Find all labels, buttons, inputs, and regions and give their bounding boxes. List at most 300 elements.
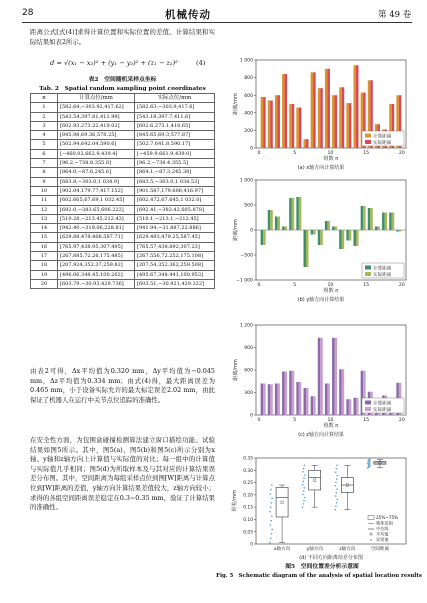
data-point [303,468,305,470]
y-tick-label: 500 [244,203,253,209]
data-point [302,493,304,495]
data-point [336,465,338,467]
computed-point-cell: [502.94,642.04,590.6] [58,140,135,149]
table-row [31,233,215,242]
row-index-cell: 6 [31,149,58,158]
bar-actual [306,139,309,148]
bar-actual [342,369,345,415]
y-tick-label: 400 [244,111,253,117]
y-tick-label: 300 [244,391,253,397]
bar-computed [389,213,392,231]
bar-computed [332,227,335,231]
box-legend-label: 25%~75% [376,515,399,520]
bar-actual [349,399,352,415]
bar-computed [354,65,357,148]
row-index-cell: 2 [31,112,58,121]
row-index-cell: 19 [31,270,58,279]
computed-point-cell: [902.04,179.77,417.152] [58,186,135,195]
data-point [269,542,271,544]
table-row [31,279,215,288]
table-row [31,214,215,223]
bar-actual [299,108,302,148]
bar-actual [285,74,288,148]
row-index-cell: 15 [31,233,58,242]
box-legend-label: 平均值 [376,531,389,537]
data-point [367,460,369,462]
x-tick-label: 15 [363,283,370,288]
bar-actual [306,230,309,267]
box-legend-label: 箱体范围 [376,520,393,526]
y-tick-label: 200 [244,129,253,134]
y-axis-label: 距离/mm [233,219,239,241]
result-paragraph: 由表2可得，Δx平均值为0.320 mm，Δy平均值为−0.045 mm，Δz平均值为0.334 mm；由式(4)得，最大距离误差为0.465 mm，小于设备实际允许的最大标定误差2.02 mm，由此保证了机器人在运行中关节点位追踪的准确性。 [30,367,215,404]
box-legend-label: 异常值 [376,537,389,542]
x-tick-label: 10 [327,151,334,156]
data-point [369,460,371,462]
data-point [337,499,339,501]
actual-point-cell: [502.7,641.8,590.17] [135,140,215,149]
box-iqr [276,487,288,516]
data-point [336,488,338,490]
data-point [303,503,305,505]
data-point [271,498,273,500]
data-point [303,490,305,492]
bar-computed [296,197,299,230]
x-tick-label: 20 [398,283,405,288]
data-point [270,489,272,491]
data-point [336,502,338,504]
row-index-cell: 18 [31,261,58,270]
x-tick-label: 0 [257,418,261,423]
row-index-cell: 8 [31,168,58,177]
computed-point-cell: [629.88,478.406,587.71] [58,233,135,242]
data-point [302,484,304,486]
row-index-cell: 1 [31,103,58,112]
data-point [270,506,272,508]
table-caption-en: Tab. 2 Spatial random sampling point coordinates [39,86,206,92]
table-row [31,149,215,158]
data-point [304,497,306,499]
x-tick-label: 0 [257,283,261,288]
bar-actual [292,198,295,230]
y-tick-label: 0.35 [243,456,253,462]
computed-point-cell: [582.64,−303.92,417.62] [58,103,135,112]
computed-point-cell: [765.97,438.95,307.495] [58,242,135,251]
y-tick-label: −500 [240,253,253,259]
bar-computed [304,230,307,267]
safety-paragraph: 在安全性方面，为包围盒碰撞检测算法建立窗口描绘功能。试验结果如图5所示。其中，图5(a)、图5(b)和图5(c)所示分别为x轴、y轴和z轴方向上计算值与实际值的对比；每一组中的计算值与实际值几乎相同；图5(d)为所取样本及与其对应的计算结果误差分布图。其中，空间距离为每组采样点位到图[W]距离与计算点位到[W]距离的差值，y轴方向计算结果差值较大，z轴方向较小；求得的各组空间距离误差稳定在0.3~0.35 mm，验证了计算结果的准确性。 [30,436,215,512]
bar-computed [368,208,371,230]
computed-point-cell: [543.54,397.81,411.99] [58,112,135,121]
data-point [336,478,338,480]
computed-point-cell: [267.885,72.26,175.485] [58,252,135,261]
computed-point-cell: [864.0,−87.6,245.6] [58,168,135,177]
x-tick-label: 10 [327,283,334,288]
data-point [270,520,272,522]
table-row [31,159,215,168]
actual-point-cell: [864.1,−87.3,245.38] [135,168,215,177]
bar-computed [354,398,357,415]
bar-actual [313,396,316,415]
data-point [336,492,338,494]
volume-label: 第 49 卷 [378,10,412,20]
figure-caption-cn: 图5 空间位置差分析示意图 [285,564,359,570]
legend-swatch [365,272,371,276]
bar-actual [327,221,330,230]
actual-point-cell: [629.493,479.25,587.45] [135,233,215,242]
y-axis-label: 误差/mm [232,490,238,512]
x-axis-label: 组数 n [323,156,339,162]
subcaption: (d) 不同方向距离误差分布图 [299,555,363,561]
y-tick-label: 0 [250,413,253,419]
bar-computed [332,338,335,415]
x-axis-label: 组数 n [323,423,339,429]
bar-computed [311,230,314,235]
actual-point-cell: [603.51,−30.921,429.322] [135,279,215,288]
row-index-cell: n [31,94,58,103]
subcaption: (a) x轴方向计算结果 [297,165,345,171]
legend-swatch [370,539,372,541]
x-tick-label: 5 [293,418,297,423]
bar-computed [332,95,335,148]
data-point [271,502,273,504]
bar-computed [296,382,299,415]
bar-computed [311,396,314,415]
table-row [31,112,215,121]
x-tick-label: 20 [398,151,405,156]
data-point [303,500,305,502]
legend-label: 计算距离 [373,134,392,140]
table-row [31,205,215,214]
computed-point-cell: [602.665,67.69,1 032.45] [58,196,135,205]
bar-actual [277,95,280,148]
bar-actual [263,230,266,245]
bar-actual [292,371,295,415]
x-tick-label: 15 [363,418,370,423]
computed-point-cell: [845.98,69.36,578.25] [58,131,135,140]
data-point [270,524,272,526]
bar-actual [385,213,388,231]
box-category-label: y轴方向 [306,547,323,552]
data-point [304,465,306,467]
bar-computed [282,372,285,416]
bar-computed [261,97,264,148]
y-tick-label: 900 [244,346,253,352]
bar-computed [339,230,342,249]
y-tick-label: −1 000 [235,278,253,284]
x-axis-label: 组数 n [323,288,339,294]
bar-computed [318,88,321,148]
bar-computed [304,139,307,148]
data-point [304,487,306,489]
data-point [368,464,370,466]
bar-computed [261,384,264,416]
bar-computed [304,388,307,415]
bar-computed [296,108,299,148]
bar-computed [396,230,399,232]
bar-computed [311,72,314,148]
header-rule [22,22,412,23]
bar-actual [349,230,352,241]
x-tick-label: 15 [363,151,370,156]
row-index-cell: 10 [31,186,58,195]
bar-actual [356,398,359,415]
bar-actual [342,87,345,148]
row-index-cell: 5 [31,140,58,149]
actual-point-cell: [683.5,−303.0,1 034.53] [135,177,215,186]
bar-actual [285,227,288,231]
legend-label: 实际距离 [373,140,392,146]
legend-label: 计算距离 [373,401,392,407]
bar-actual [270,384,273,415]
row-index-cell: 7 [31,159,58,168]
data-point [304,474,306,476]
equation-number: (4) [196,59,206,67]
data-point [270,538,272,540]
data-point [271,529,273,531]
table-row [31,140,215,149]
page-number: 28 [22,8,34,18]
y-axis-label: 距离/mm [233,93,239,115]
computed-point-cell: [496.06,348.45,100.262] [58,270,135,279]
data-point [337,475,339,477]
table-row [31,252,215,261]
data-point [334,509,336,511]
computed-point-cell: [692.0,−383.65,606.222] [58,205,135,214]
bar-actual [320,338,323,415]
data-point [271,533,273,535]
y-tick-label: 1 000 [239,58,253,64]
data-point [367,462,369,464]
x-tick-label: 5 [293,151,297,156]
actual-point-cell: [602.6,273.1,418.65] [135,121,215,130]
box-iqr [309,470,321,490]
bar-actual [263,97,266,148]
actual-point-cell: [495.67,348.441,100.953] [135,270,215,279]
computed-point-cell: [96.2,−738.8,355.8] [58,159,135,168]
bar-actual [270,100,273,148]
y-axis-label: 距离/mm [233,359,239,381]
bar-actual [313,72,316,148]
actual-point-cell: [765.57,438.892,307.23] [135,242,215,251]
y-tick-label: 0.25 [243,481,253,487]
y-tick-label: 1 200 [239,323,253,329]
data-point [335,505,337,507]
journal-title: 机械传动 [165,9,211,21]
x-tick-label: 20 [398,418,405,423]
bar-actual [299,382,302,415]
computed-point-cell: [510.28,−213.45,212.43] [58,214,135,223]
bar-computed [282,227,285,231]
bar-computed [382,213,385,231]
bar-computed [318,338,321,415]
row-index-cell: 11 [31,196,58,205]
bar-actual [349,103,352,148]
bar-actual [277,384,280,416]
subcaption: (c) z轴方向计算结果 [298,432,344,438]
actual-point-cell: [510.1,−213.1,−212.45] [135,214,215,223]
y-tick-label: 0.10 [243,518,253,524]
computed-point-cell: [602.93,273.22,419.02] [58,121,135,130]
row-index-cell: 20 [31,279,58,288]
computed-point-cell: [207.924,352.37,259.82] [58,261,135,270]
legend-swatch [368,516,374,520]
table-row [31,103,215,112]
bar-computed [325,384,328,416]
y-tick-label: 0.05 [243,530,253,536]
y-tick-label: 0.20 [243,493,253,499]
box-legend-label: 中位线 [376,526,389,531]
y-tick-label: 600 [244,368,253,374]
bar-actual [320,88,323,148]
actual-point-cell: [543.18,397.7,411.6] [135,112,215,121]
bar-actual [370,208,373,230]
bar-computed [268,384,271,415]
data-point [335,471,337,473]
row-index-cell: 13 [31,214,58,223]
x-tick-label: 10 [327,418,334,423]
legend-label: 计算距离 [373,266,392,272]
data-point [368,466,370,468]
legend-label: 实际距离 [373,272,392,278]
subcaption: (b) y轴方向计算结果 [297,297,345,303]
bar-computed [354,230,357,246]
data-point [303,477,305,479]
bar-actual [356,230,359,246]
distance-equation: d = √(x₁ − x₂)² + (y₁ − y₂)² + (z₁ − z₂)² [50,59,178,67]
bar-computed [375,227,378,231]
bar-actual [356,65,359,148]
bar-computed [318,230,321,245]
bar-actual [363,206,366,230]
table-body [31,94,215,289]
bar-computed [346,103,349,148]
data-point [302,506,304,508]
data-point [269,511,271,513]
table-row [31,177,215,186]
figure-caption-en: Fig. 5 Schematic diagram of the analysis of spatial location results [216,573,422,579]
bar-computed [339,87,342,148]
bar-computed [268,100,271,148]
bar-computed [361,206,364,230]
bar-computed [289,198,292,230]
x-tick-label: 5 [293,283,297,288]
row-index-cell: 9 [31,177,58,186]
y-tick-label: 1 000 [239,178,253,184]
actual-point-cell: [901.587,179.606,416.97] [135,186,215,195]
table-row [31,270,215,279]
table-row [31,224,215,233]
row-index-cell: 14 [31,224,58,233]
computed-point-cell: 计算点位/mm [58,94,135,103]
y-tick-label: 0.15 [243,505,253,511]
row-index-cell: 3 [31,121,58,130]
box-category-label: x轴方向 [273,547,291,552]
bar-computed [346,399,349,415]
bar-actual [399,230,402,232]
bar-actual [335,95,338,148]
bar-actual [277,217,280,231]
bar-actual [299,197,302,230]
bar-actual [292,104,295,148]
row-index-cell: 16 [31,242,58,251]
bar-actual [270,210,273,230]
table-row [31,168,215,177]
coordinates-table [30,93,215,289]
bar-computed [275,384,278,416]
bar-computed [346,230,349,241]
data-point [302,471,304,473]
actual-point-cell: [692.41,−383.42,605.878] [135,205,215,214]
legend-swatch [365,407,371,411]
bar-computed [275,217,278,231]
legend-swatch [365,401,371,405]
computed-point-cell: [942.40,−319.06,228.81] [58,224,135,233]
bar-actual [320,230,323,245]
bar-actual [335,338,338,415]
intro-paragraph: 距离公式[式(4)]求得计算位置和实际位置的差值。计算结果和实际结果如表2所示。 [30,28,215,46]
table-row [31,242,215,251]
table-header-row [31,94,215,103]
data-point [335,482,337,484]
legend-swatch [365,266,371,270]
legend-swatch [370,533,372,535]
bar-computed [275,95,278,148]
bar-actual [342,230,345,249]
bar-actual [335,227,338,231]
actual-point-cell: [−459.9,661.9,439.0] [135,149,215,158]
data-point [270,493,272,495]
row-index-cell: 12 [31,205,58,214]
bar-actual [306,388,309,415]
y-tick-label: 600 [244,93,253,99]
row-index-cell: 17 [31,252,58,261]
actual-point-cell: [845.65,69.3,577.87] [135,131,215,140]
data-point [336,468,338,470]
y-tick-label: 0 [250,228,253,234]
bar-actual [285,372,288,416]
bar-computed [339,369,342,415]
actual-point-cell: 实际点位/mm [135,94,215,103]
box-category-label: z轴方向 [339,547,356,552]
bar-actual [327,384,330,416]
data-point [271,515,273,517]
actual-point-cell: [582.63,−303.9,417.6] [135,103,215,112]
bar-computed [282,74,285,148]
table-row [31,121,215,130]
y-tick-label: 800 [244,76,253,82]
computed-point-cell: [−460.02,662.9,439.4] [58,149,135,158]
actual-point-cell: [207.54,352.362,259.508] [135,261,215,270]
legend-swatch [365,134,371,138]
figure-5 [226,50,418,596]
actual-point-cell: [96.2,−738.4,355.5] [135,159,215,168]
bar-computed [261,230,264,245]
legend-swatch [365,140,371,144]
bar-actual [327,69,330,148]
table-row [31,261,215,270]
row-index-cell: 4 [31,131,58,140]
data-point [303,481,305,483]
actual-point-cell: [941.94,−31.887,22.886] [135,224,215,233]
bar-computed [325,69,328,148]
bar-actual [263,384,266,416]
bar-actual [313,230,316,235]
y-tick-label: 0 [250,542,253,548]
bar-computed [325,221,328,230]
legend-label: 实际距离 [373,407,392,413]
data-point [335,495,337,497]
